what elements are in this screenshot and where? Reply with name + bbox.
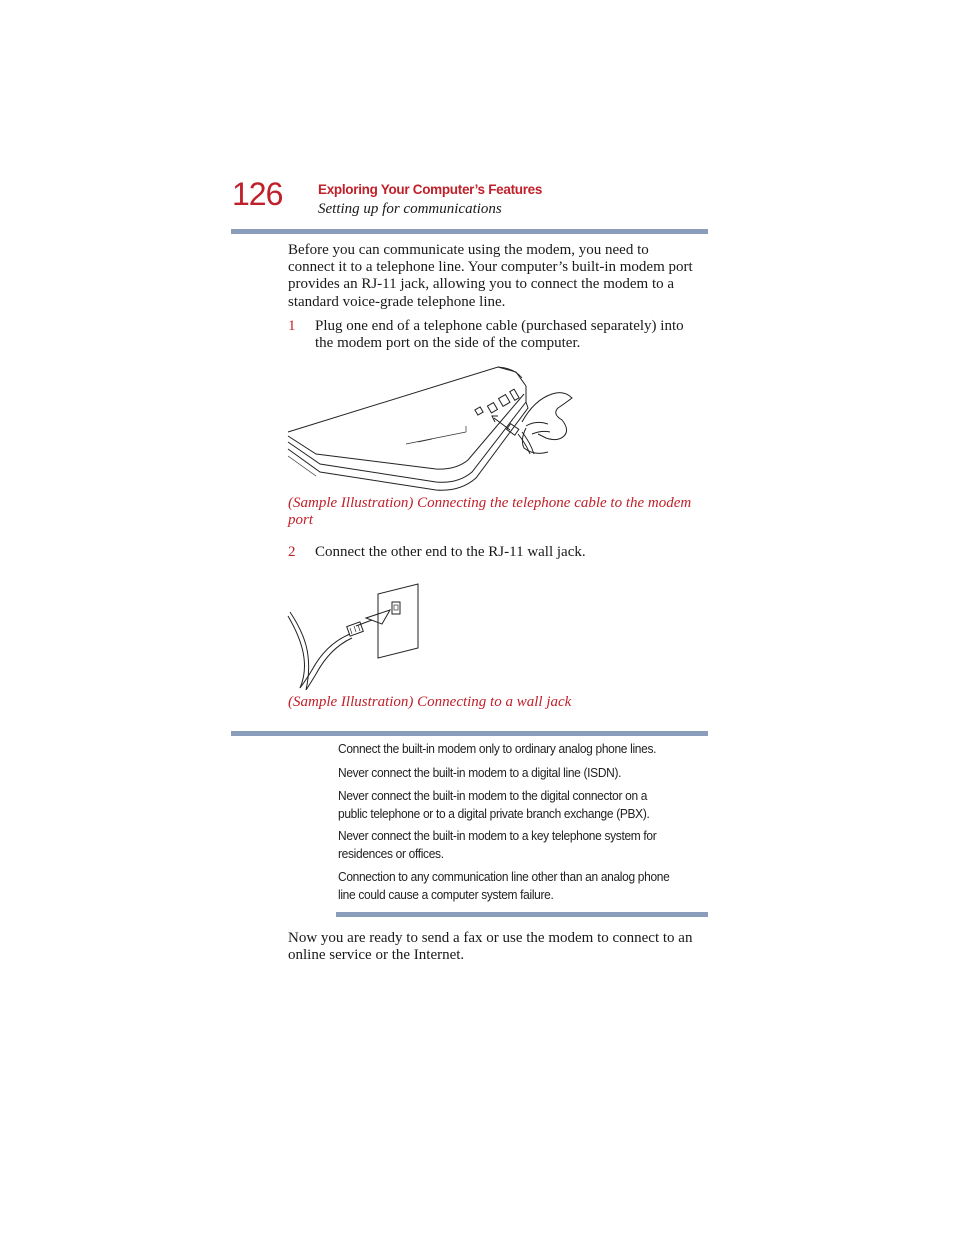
header-rule	[231, 229, 708, 234]
step-1-text	[315, 318, 715, 352]
note-top-rule	[231, 731, 708, 736]
chapter-title: Exploring Your Computer’s Features	[318, 182, 543, 197]
note-item	[338, 740, 680, 758]
intro-line: standard voice-grade telephone line.	[288, 293, 506, 310]
note-item	[338, 868, 680, 903]
caption-line: (Sample Illustration) Connecting to a wall jack	[288, 694, 572, 710]
caption-line: (Sample Illustration) Connecting the telephone cable to the modem	[288, 495, 692, 511]
section-title: Setting up for communications	[318, 201, 502, 217]
note-line: Connect the built-in modem only to ordinary analog phone lines.	[338, 741, 657, 756]
note-line: residences or offices.	[338, 845, 444, 861]
step-line: the modem port on the side of the computer.	[315, 335, 581, 352]
closing-line: Now you are ready to send a fax or use the modem to connect to an	[288, 930, 693, 946]
figure-2-caption	[288, 694, 718, 711]
caption-line: port	[288, 512, 314, 529]
closing-paragraph	[288, 930, 718, 964]
intro-line: Before you can communicate using the modem, you need to	[288, 242, 649, 258]
step-2-number: 2	[288, 544, 296, 560]
intro-line: provides an RJ-11 jack, allowing you to connect the modem to a	[288, 276, 675, 293]
note-line: Never connect the built-in modem to a key telephone system for	[338, 828, 657, 843]
wall-jack-illustration	[286, 580, 426, 690]
step-line: Plug one end of a telephone cable (purchased separately) into	[315, 318, 684, 334]
note-line: public telephone or to a digital private branch exchange (PBX).	[338, 805, 650, 821]
laptop-modem-port-illustration	[286, 364, 586, 494]
note-bottom-rule	[336, 912, 708, 917]
note-line: Never connect the built-in modem to the digital connector on a	[338, 788, 648, 803]
intro-paragraph	[288, 242, 718, 311]
page-number: 126	[232, 176, 283, 212]
step-2-text	[315, 544, 715, 561]
note-line: Never connect the built-in modem to a digital line (ISDN).	[338, 765, 622, 780]
note-line: Connection to any communication line other than an analog phone	[338, 869, 670, 884]
note-item	[338, 787, 680, 822]
note-line: line could cause a computer system failure.	[338, 886, 554, 902]
note-item	[338, 827, 680, 862]
intro-line: connect it to a telephone line. Your computer’s built-in modem port	[288, 259, 693, 276]
step-line: Connect the other end to the RJ-11 wall jack.	[315, 544, 586, 560]
step-1-number: 1	[288, 318, 296, 334]
note-item	[338, 764, 680, 782]
closing-line: online service or the Internet.	[288, 947, 465, 964]
figure-1-caption	[288, 495, 718, 529]
